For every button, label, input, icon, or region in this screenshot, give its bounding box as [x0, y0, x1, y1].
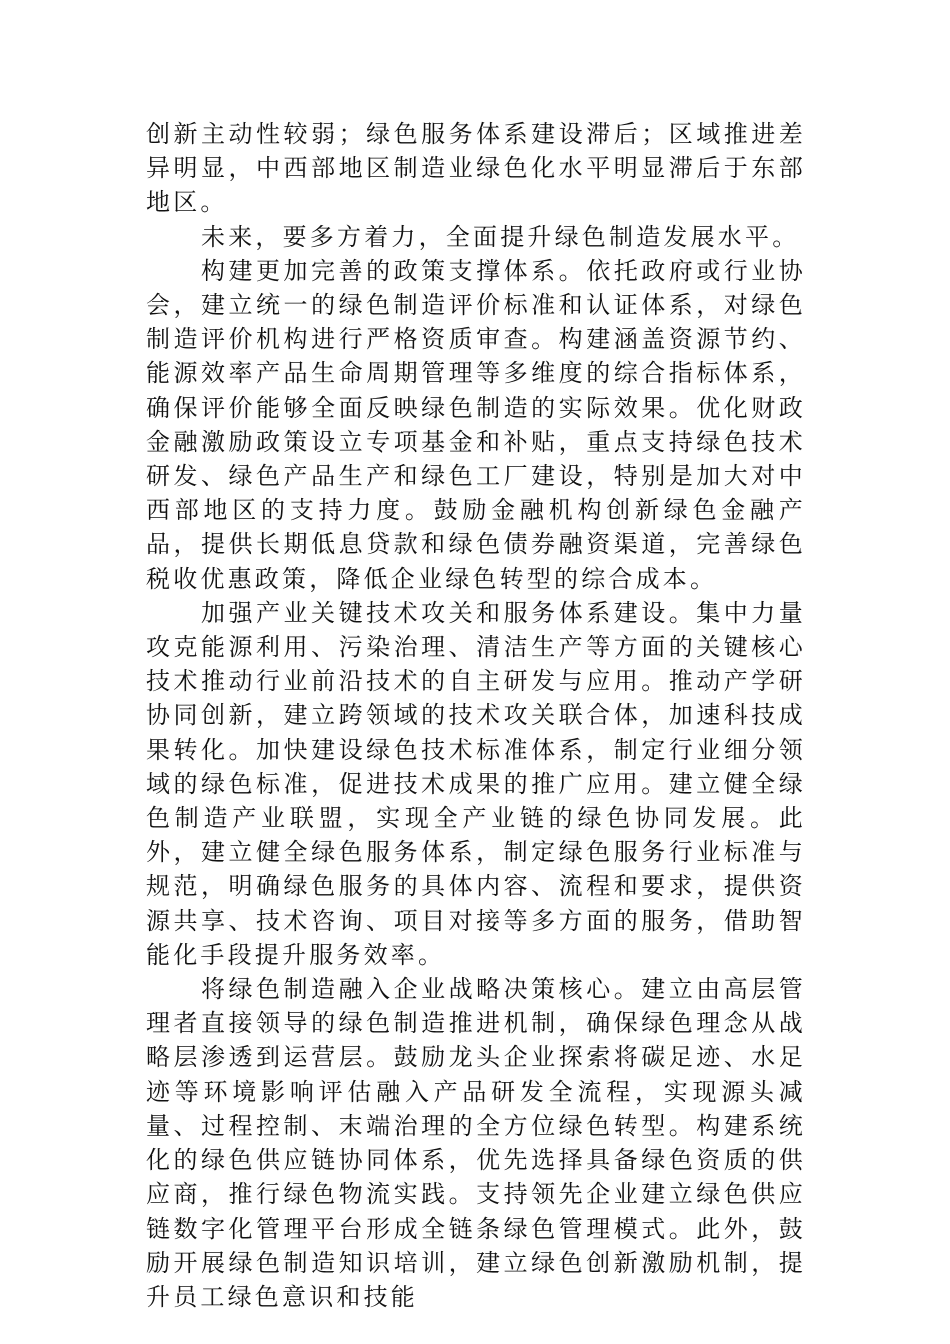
paragraph-future-direction: 未来，要多方着力，全面提升绿色制造发展水平。 — [201, 222, 800, 251]
paragraph-enterprise-strategy: 将绿色制造融入企业战略决策核心。建立由高层管理者直接领导的绿色制造推进机制，确保绿色理念从战略层渗透到运营层。鼓励龙头企业探索将碳足迹、水足迹等环境影响评估融入产品研发全流程，实现源头减量、过程控制、末端治理的全方位绿色转型。构建系统化的绿色供应链协同体系，优先选择具备绿色资质的供应商，推行绿色物流实践。支持领先企业建立绿色供应链数字化管理平台形成全链条绿色管理模式。此外，鼓励开展绿色制造知识培训，建立绿色创新激励机制，提升员工绿色意识和技能 — [146, 975, 806, 1311]
document-body — [146, 117, 806, 1314]
paragraph-technology-services: 加强产业关键技术攻关和服务体系建设。集中力量攻克能源利用、污染治理、清洁生产等方面的关键核心技术推动行业前沿技术的自主研发与应用。推动产学研协同创新，建立跨领域的技术攻关联合体，加速科技成果转化。加快建设绿色技术标准体系，制定行业细分领域的绿色标准，促进技术成果的推广应用。建立健全绿色制造产业联盟，实现全产业链的绿色协同发展。此外，建立健全绿色服务体系，制定绿色服务行业标准与规范，明确绿色服务的具体内容、流程和要求，提供资源共享、技术咨询、项目对接等多方面的服务，借助智能化手段提升服务效率。 — [146, 598, 806, 969]
paragraph-continuation: 创新主动性较弱；绿色服务体系建设滞后；区域推进差异明显，中西部地区制造业绿色化水平明显滞后于东部地区。 — [146, 120, 806, 217]
paragraph-policy-support: 构建更加完善的政策支撑体系。依托政府或行业协会，建立统一的绿色制造评价标准和认证体系，对绿色制造评价机构进行严格资质审查。构建涵盖资源节约、能源效率产品生命周期管理等多维度的综合指标体系，确保评价能够全面反映绿色制造的实际效果。优化财政金融激励政策设立专项基金和补贴，重点支持绿色技术研发、绿色产品生产和绿色工厂建设，特别是加大对中西部地区的支持力度。鼓励金融机构创新绿色金融产品，提供长期低息贷款和绿色债券融资渠道，完善绿色税收优惠政策，降低企业绿色转型的综合成本。 — [146, 256, 806, 593]
